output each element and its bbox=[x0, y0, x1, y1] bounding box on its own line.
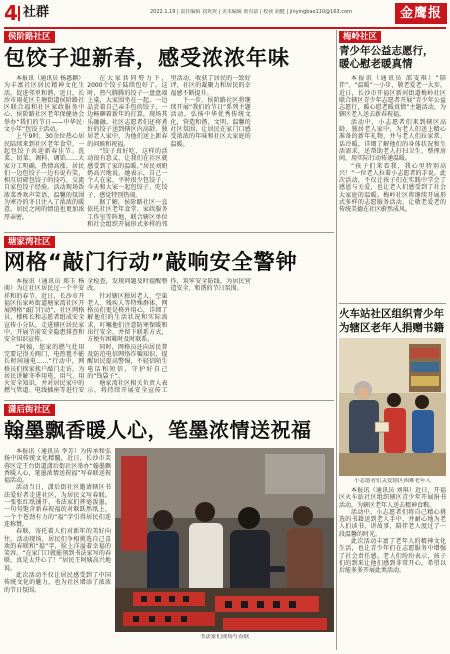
title-line: 暖心慰老暖真情 bbox=[339, 58, 413, 70]
paragraph: 上午9时，30余位热心居民陆续来到社区老年食堂，一起包饺子共迎新春佳节。洗菜、切菜、调料、调馅……大家分工明确，热情高涨。居民们一边包饺子一边有说有笑，相互切磋包饺子的技巧，交流自家包饺子经验。活动现场饭浓菜香欢声笑语，温馨的氛围为寒冷的冬日注入了浓浓的暖意，居民之间的情谊也更加浓厚亲密。 bbox=[4, 133, 85, 221]
photo-caption-calligraphy: 书法家们现场写春联 bbox=[199, 634, 250, 640]
paragraph: 下一步，侯阶路社区将继续开展“我们的节日”系列主题活动，弘扬中华优秀传统文化，营造和谐、文明、温馨的社区氛围，让居民在家门口感受浓浓的年味和社区大家庭的温暖。 bbox=[170, 96, 251, 148]
paragraph: “饺子真好吃，这样的活动很有意义，让我们在社区就感受到了家的温暖。”居民刘奶奶高兴地说。她表示，自己一个人在家，平时很少包饺子，今天和大家一起包饺子、吃饺子，感觉特别热闹。 bbox=[87, 147, 168, 199]
editor-info-line: 2022.1.19 | 责任编辑 刘欢欢 | 美术编辑 黄有富 | 校读 胡健 | jinyingbao110@163.com bbox=[150, 9, 352, 15]
article-title-calligraphy: 翰墨飘香暖人心，笔墨浓情送祝福 bbox=[4, 418, 312, 442]
paragraph: 据了解，侯阶路社区一直依托社区老年食堂、家政服务工作室等阵地，联合辖区单位和社会组织开展形式多样的邻里活动，收获了居民的一致好评，社区的凝聚力和居民的幸福感不断提升。 bbox=[87, 75, 251, 228]
paragraph: 本报讯（通讯员 邵雯琪）“陪伴”、“温暖”一小步，敬老爱老一大步。近日，长沙市开福区新河街道梅岭社区联合辖区青少年志愿者开展“青少年公益志愿行，暖心慰老暖真情”主题活动，为辖区老人送去新春祝福。 bbox=[339, 75, 446, 119]
title-line: 火车站社区组织青少年 bbox=[339, 308, 444, 320]
column-divider bbox=[336, 30, 337, 650]
title-line: 青少年公益志愿行， bbox=[339, 45, 434, 57]
window bbox=[265, 454, 325, 494]
community-label-meiling: 梅岭社区 bbox=[339, 31, 381, 43]
article-divider bbox=[339, 303, 446, 304]
paragraph: 塘家湾社区相关负责人表示，将持续开展安全宣传工作，筑牢安全防线，为居民营造安全、和谐的节日氛围。 bbox=[87, 278, 251, 395]
paragraph: “孩子们来看我，我心里特别高兴！”一位老人拉着小志愿者的手说。此次活动，不仅让孩子们在实践中学会了感恩与关爱，也让老人们感受到了社会大家庭的温暖。梅岭社区将继续开展形式多样的志愿服务活动，让敬老爱老的传统美德在社区蔚然成风。 bbox=[339, 162, 446, 214]
calligraphy-photo bbox=[115, 448, 334, 632]
paragraph: 本报讯（通讯员 郑玉 杨萌）为让社区居民过一个平安祥和的春节，近日，长沙市开福区伍家岭街道塘家湾社区开展网格“敲门行动”，社区网格员、楼栋长和志愿者组成安全宣传小分队，走进辖区居民家中，开展节前安全隐患排查和安全知识宣传。 bbox=[4, 278, 85, 344]
paragraph: 本报讯（通讯员 杨惠颖）为丰富社区居民精神文化生活，促进邻里和谐，近日，长沙市雨花区圭塘街道侯阶路社区联合福和社区家政服务中心、侯阶路社区老年保健协会举办“我们的节日——中华民·文小年”包饺子活动。 bbox=[4, 75, 85, 134]
paragraph: 本报讯（通讯员 刘琪）近日，开福区火车站社区组织辖区青少年开展捐书活动，为辖区老年人送去精神食粮。 bbox=[339, 487, 446, 509]
paragraph: 活动中，小志愿者们来到辖区高龄、独居老人家中，为老人们送上精心准备的新年礼物，并与老人们拉家常、话冷暖，详细了解他们的身体状况和生活需求，还帮助老人打扫卫生、整理房间，用实际行动传递温暖。 bbox=[339, 118, 446, 163]
community-label-xiaohoujie: 潇后街社区 bbox=[4, 404, 55, 416]
header-rule bbox=[4, 27, 446, 29]
paragraph: 本报讯（通讯员 李芳）为传承和弘扬中国传统文化精髓，近日，长沙市芙蓉区定王台街道潇后街社区举办“翰墨飘香暖人心，笔墨浓情送祝福”写春联送祝福活动。 bbox=[4, 448, 111, 485]
book-donation-photo bbox=[339, 338, 446, 476]
community-label-houjielu: 侯阶路社区 bbox=[4, 31, 55, 43]
calligraphy-photo-graphic bbox=[115, 448, 334, 632]
bookshelf bbox=[409, 344, 441, 392]
article-title-dumplings: 包饺子迎新春，感受浓浓年味 bbox=[4, 46, 290, 70]
paragraph: 活动当日，潇后街社区邀请辖区书法爱好者走进社区，为居民义写春联。一张张红纸铺开，书法家们挥毫泼墨，一句句饱含新春祝福的对联跃然纸上，一个个苍劲有力的“福”字引得居民们连连称赞。 bbox=[4, 484, 111, 528]
title-line: 为辖区老年人捐赠书籍 bbox=[339, 322, 444, 334]
section-name: 社群 bbox=[23, 5, 50, 20]
article-title-books bbox=[339, 307, 446, 335]
paragraph: 同时，网格员还向居民普及防范电信网络诈骗知识，提醒居民提高警惕，不轻信陌生电话和短信，守护好自己的“钱袋子”。 bbox=[87, 343, 168, 380]
paragraph: 此次活动丰富了老年人的精神文化生活，也让青少年们在志愿服务中增强了社会责任感。老人们纷纷表示，孩子们的到来让他们感到非常开心，希望以后能多多开展此类活动。 bbox=[339, 538, 446, 575]
paragraph: 此次活动不仅让居民感受到了中国传统文化的魅力，也为社区增添了浓浓的节日氛围。 bbox=[4, 572, 111, 594]
article-title-volunteers bbox=[339, 45, 446, 71]
paragraph: 春联，寄托着人们对新年的美好向往。活动现场，居民们争相挑选自己喜欢的春联和“福”字，脸上洋溢着幸福的笑容。“在家门口就能领到书法家写的春联，真是太开心了！”居民王阿姨高兴地说。 bbox=[4, 528, 111, 572]
article-body-safety bbox=[4, 278, 334, 397]
newspaper-masthead: 金鹰报 bbox=[395, 3, 447, 24]
article-title-safety: 网格“敲门行动”敲响安全警钟 bbox=[4, 250, 298, 274]
paragraph: “阿姨，您家的燃气灶用完要记得关阀门，电热毯不能长时间通电……”行动中，网格员们挨家挨户敲门走访，为居民讲解冬季用电、用气、用火安全知识，并对居民家中的燃气管道、电线插座等进行安全检查，发现问题及时提醒整改。 bbox=[4, 278, 168, 395]
book bbox=[375, 422, 389, 432]
article-body-dumplings bbox=[4, 75, 334, 229]
paragraph: 活动中，小志愿者们将自己精心挑选的书籍送到老人手中，并耐心地为老人们读书、讲故事，陪伴老人度过了一段温馨的时光。 bbox=[339, 508, 446, 538]
paragraph: 在大家共同努力下，2000个饺子陆续包好了。这时，热气腾腾的饺子一盘盘端上桌，大家围坐在一起，一边品尝着自己亲手包的饺子，一边畅聊着新年的打算，现场其乐融融。社区志愿者们还将煮好的饺子送到辖区内高龄、独居老人家中，为他们送上新春的问候和祝福。 bbox=[87, 75, 168, 148]
red-banner bbox=[121, 456, 147, 551]
article-divider bbox=[4, 232, 334, 233]
article-body-calligraphy bbox=[4, 448, 111, 648]
page-number: 4 bbox=[4, 1, 18, 25]
article-body-books bbox=[339, 487, 446, 647]
header-separator bbox=[18, 6, 20, 21]
photo-caption-books: 小志愿者们关爱辖区困难老年人 bbox=[353, 478, 431, 484]
floor bbox=[339, 453, 446, 476]
book-donation-photo-graphic bbox=[339, 338, 446, 476]
article-body-volunteers bbox=[339, 75, 446, 300]
article-divider bbox=[4, 400, 334, 401]
community-label-tangjiawan: 塘家湾社区 bbox=[4, 236, 55, 248]
paragraph: 针对辖区独居老人、空巢老人、残疾人等特殊群体，网格员们更是格外用心，详细了解他们的生活状况和实际需求，叮嘱他们注意防寒保暖和出行安全，并留下联系方式，方便有困难时及时联系。 bbox=[87, 292, 168, 344]
